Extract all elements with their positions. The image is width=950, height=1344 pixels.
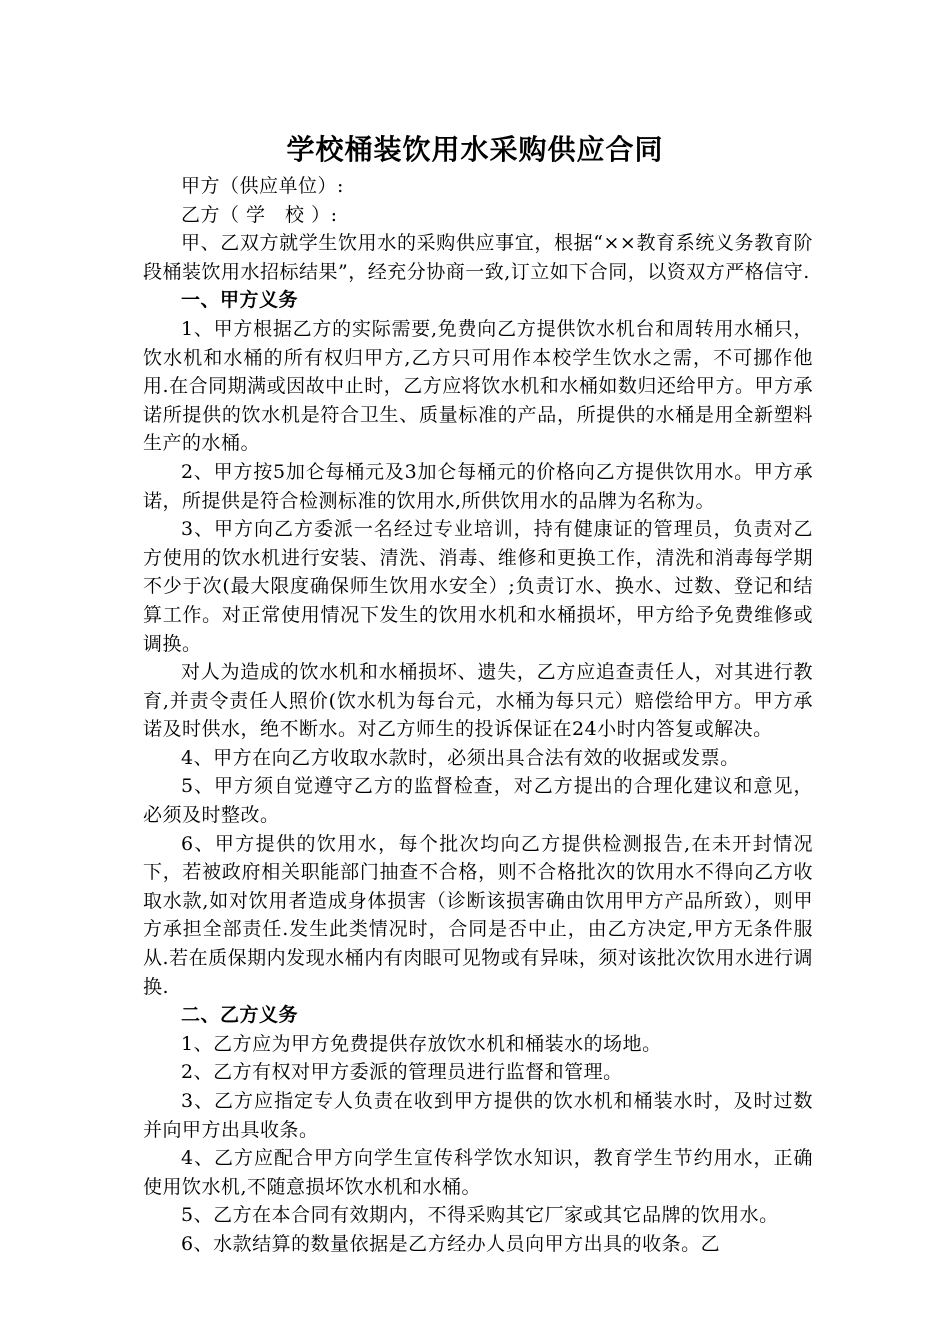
clause-paragraph: 对人为造成的饮水机和水桶损坏、遗失，乙方应追查责任人，对其进行教育,并责令责任人照价(饮水机为每台元，水桶为每只元）赔偿给甲方。甲方承诺及时供水，绝不断水。对乙方师生的投诉保证在24小时内答复或解决。 [143, 661, 813, 741]
clause-paragraph: 3、乙方应指定专人负责在收到甲方提供的饮水机和桶装水时，及时过数并向甲方出具收条。 [143, 1090, 813, 1141]
clause-paragraph: 6、甲方提供的饮用水，每个批次均向乙方提供检测报告,在未开封情况下，若被政府相关职能部门抽查不合格，则不合格批次的饮用水不得向乙方收取水款,如对饮用者造成身体损害（诊断该损害确由饮用甲方产品所致），则甲方承担全部责任.发生此类情况时，合同是否中止，由乙方决定,甲方无条件服从.若在质保期内发现水桶内有肉眼可见物或有异味，须对该批次饮用水进行调换. [143, 832, 813, 998]
clause-paragraph: 2、甲方按5加仑每桶元及3加仑每桶元的价格向乙方提供饮用水。甲方承诺，所提供是符合检测标准的饮用水,所供饮用水的品牌为名称为。 [143, 460, 813, 512]
document-body [143, 172, 813, 1259]
clause-paragraph: 4、甲方在向乙方收取水款时，必须出具合法有效的收据或发票。 [181, 746, 740, 769]
clause-paragraph: 1、甲方根据乙方的实际需要,免费向乙方提供饮水机台和周转用水桶只，饮水机和水桶的所有权归甲方,乙方只可用作本校学生饮水之需，不可挪作他用.在合同期满或因故中止时，乙方应将饮水机和水桶如数归还给甲方。甲方承诺所提供的饮水机是符合卫生、质量标准的产品，所提供的水桶是用全新塑料生产的水桶。 [143, 317, 813, 455]
clause-paragraph: 4、乙方应配合甲方向学生宣传科学饮水知识，教育学生节约用水，正确使用饮水机,不随意损坏饮水机和水桶。 [143, 1147, 813, 1198]
clause-paragraph: 6、水款结算的数量依据是乙方经办人员向甲方出具的收条。乙 [181, 1232, 721, 1255]
section-heading-party-b-obligations: 二、乙方义务 [181, 1004, 299, 1027]
party-a-line: 甲方（供应单位）: [181, 175, 344, 197]
document-title: 学校桶装饮用水采购供应合同 [286, 133, 664, 166]
clause-paragraph: 5、甲方须自觉遵守乙方的监督检查，对乙方提出的合理化建议和意见，必须及时整改。 [143, 775, 813, 827]
clause-paragraph: 5、乙方在本合同有效期内，不得采购其它厂家或其它品牌的饮用水。 [181, 1204, 779, 1227]
section-heading-party-a-obligations: 一、甲方义务 [181, 289, 299, 312]
preamble-paragraph: 甲、乙双方就学生饮用水的采购供应事宜，根据“××教育系统义务教育阶段桶装饮用水招标结果”，经充分协商一致,订立如下合同，以资双方严格信守. [143, 232, 813, 283]
clause-paragraph: 3、甲方向乙方委派一名经过专业培训，持有健康证的管理员，负责对乙方使用的饮水机进行安装、清洗、消毒、维修和更换工作，清洗和消毒每学期不少于次(最大限度确保师生饮用水安全）;负责订水、换水、过数、登记和结算工作。对正常使用情况下发生的饮用水机和水桶损坏，甲方给予免费维修或调换。 [143, 518, 813, 655]
clause-paragraph: 2、乙方有权对甲方委派的管理员进行监督和管理。 [181, 1061, 623, 1084]
party-b-line: 乙方（ 学 校 ）: [181, 203, 338, 226]
clause-paragraph: 1、乙方应为甲方免费提供存放饮水机和桶装水的场地。 [181, 1032, 662, 1055]
